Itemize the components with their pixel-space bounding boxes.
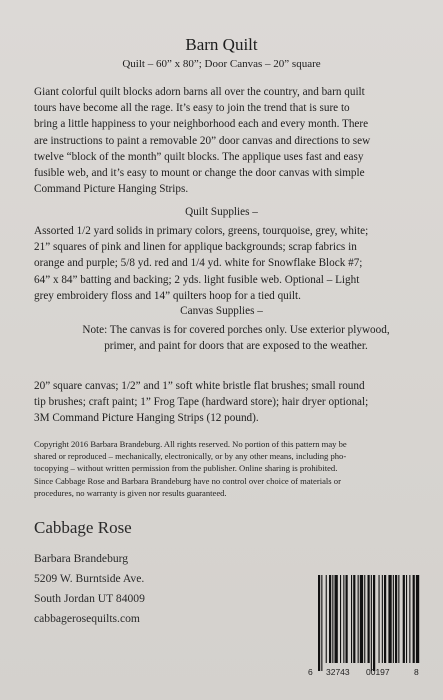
barcode-group-1: 32743 (326, 667, 350, 677)
barcode-bar (358, 575, 359, 663)
barcode-bar (371, 575, 372, 671)
copyright-line: Since Cabbage Rose and Barbara Brandeburg have no control over choice of materials or (34, 475, 341, 486)
copyright-line: Copyright 2016 Barbara Brandeburg. All rights reserved. No portion of this pattern may be (34, 439, 347, 449)
barcode-bar (343, 575, 344, 663)
intro-line: are instructions to paint a removable 20” door canvas and directions to sew (34, 134, 371, 147)
barcode-bar (368, 575, 370, 663)
barcode-bar (321, 575, 322, 671)
brand-name: Cabbage Rose (34, 518, 132, 537)
copyright-line: shared or reproduced – mechanically, electronically, or by any other means, including pho- (34, 451, 347, 462)
barcode-bar (360, 575, 363, 663)
barcode-bars (308, 575, 420, 671)
supplies-line: orange and purple; 5/8 yd. red and 1/4 yd. white for Snowflake Block #7; (34, 257, 363, 270)
canvas-list-line: 3M Command Picture Hanging Strips (12 pound). (34, 412, 259, 425)
barcode-bar (353, 575, 355, 663)
canvas-list-line: tip brushes; craft paint; 1” Frog Tape (hardward store); hair dryer optional; (34, 396, 369, 409)
supplies-line: 21” squares of pink and linen for applique backgrounds; scrap fabrics in (34, 241, 357, 254)
barcode-bar (398, 575, 399, 663)
barcode-bar (382, 575, 383, 663)
supplies-line: grey embroidery floss and 14” quilters hoop for a tied quilt. (34, 289, 301, 302)
canvas-note-line: primer, and paint for doors that are exposed to the weather. (104, 340, 368, 353)
intro-paragraph (34, 84, 430, 197)
copyright-notice (34, 438, 432, 499)
intro-line: fusible web, and it’s easy to mount or change the door canvas with simple (34, 167, 365, 180)
barcode-bar (384, 575, 386, 663)
barcode-bar (409, 575, 410, 663)
page-subtitle: Quilt – 60” x 80”; Door Canvas – 20” square (122, 58, 321, 70)
intro-line: bring a little happiness to your neighborhood each and every month. There (34, 118, 369, 131)
intro-line: Command Picture Hanging Strips. (34, 183, 189, 196)
author-name: Barbara Brandeburg (34, 552, 129, 565)
barcode-bar (373, 575, 375, 671)
barcode-bar (340, 575, 341, 663)
canvas-note-line: Note: The canvas is for covered porches only. Use exterior plywood, (82, 324, 390, 336)
barcode-bar (332, 575, 333, 663)
street-address: 5209 W. Burntside Ave. (34, 572, 145, 585)
quilt-supplies-list (34, 223, 432, 304)
supplies-line: Assorted 1/2 yard solids in primary colors, greens, tourquoise, grey, white; (34, 225, 369, 237)
barcode-bar (379, 575, 380, 663)
barcode-bar (364, 575, 365, 663)
copyright-line: tocopying – without written permission from the publisher. Online sharing is prohibited. (34, 463, 338, 474)
canvas-list-line: 20” square canvas; 1/2” and 1” soft white bristle flat brushes; small round (34, 380, 365, 392)
barcode-left-digit: 6 (308, 667, 313, 677)
intro-line: tours have become all the rage. It’s easy to join the trend that is sure to (34, 102, 350, 115)
barcode-bar (393, 575, 394, 663)
intro-line: Giant colorful quilt blocks adorn barns all over the country, and barn quilt (34, 86, 365, 98)
intro-line: twelve “block of the month” quilt blocks. The applique uses fast and easy (34, 150, 364, 163)
canvas-supplies-list (34, 378, 432, 427)
website-link[interactable]: cabbagerosequilts.com (34, 612, 140, 625)
barcode-bar (416, 575, 419, 663)
quilt-supplies-heading: Quilt Supplies – (185, 206, 258, 218)
barcode-group-2: 00197 (366, 667, 390, 677)
city-address: South Jordan UT 84009 (34, 592, 145, 605)
page-title: Barn Quilt (185, 35, 258, 54)
barcode-bar (403, 575, 405, 663)
barcode-right-digit: 8 (414, 667, 419, 677)
barcode-bar (329, 575, 331, 663)
supplies-line: 64” x 84” batting and backing; 2 yds. light fusible web. Optional – Light (34, 273, 360, 286)
barcode-bar (388, 575, 391, 663)
barcode-bar (346, 575, 348, 663)
upc-barcode (308, 575, 420, 685)
barcode-bar (413, 575, 415, 663)
barcode-bar (395, 575, 397, 663)
canvas-note (40, 322, 432, 354)
copyright-line: procedures, no warranty is given nor results guaranteed. (34, 487, 227, 498)
canvas-supplies-heading: Canvas Supplies – (180, 305, 263, 317)
barcode-bar (406, 575, 407, 663)
barcode-bar (326, 575, 327, 663)
barcode-bar (351, 575, 352, 663)
barcode-bar (318, 575, 320, 671)
barcode-bar (335, 575, 338, 663)
